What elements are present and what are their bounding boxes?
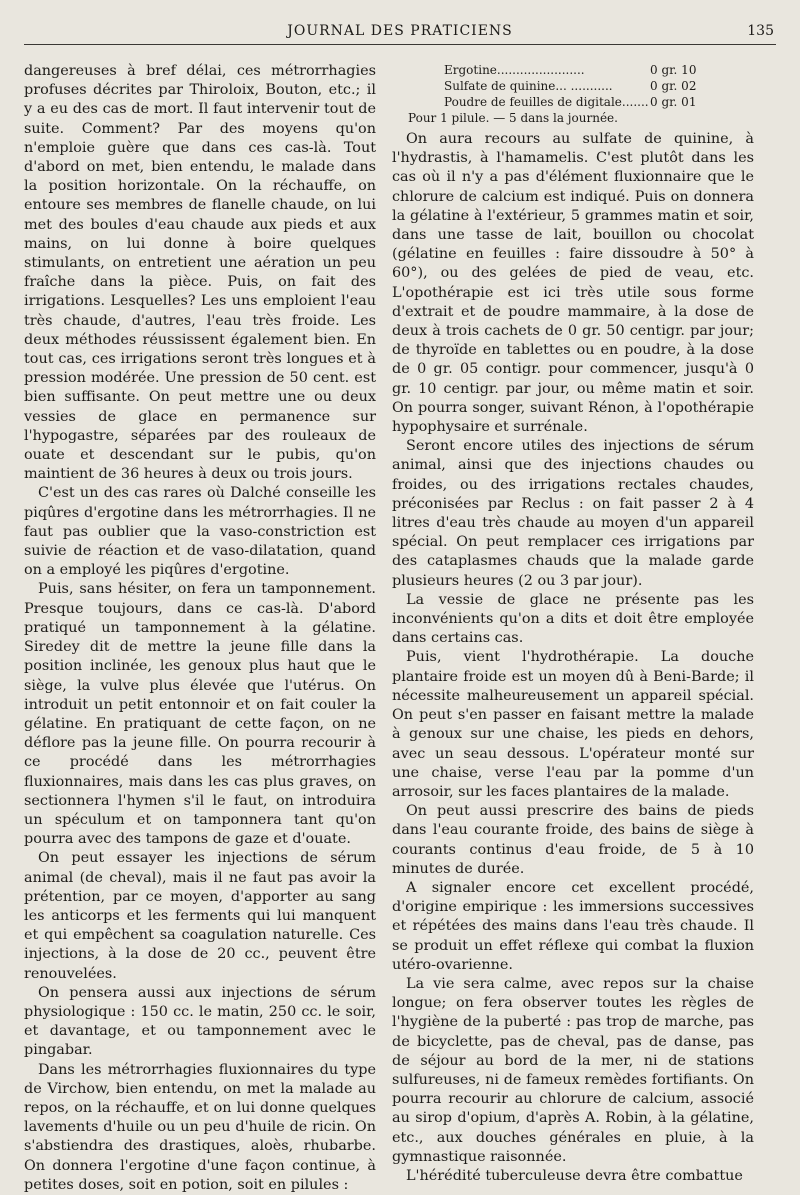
running-header xyxy=(24,22,776,45)
ingredient-name: Sulfate de quinine... ........... xyxy=(444,79,613,93)
formula-note: Pour 1 pilule. — 5 dans la journée. xyxy=(408,111,618,125)
paragraph: On pensera aussi aux injections de sérum physiologique : 150 cc. le matin, 250 cc. le soir, et davantage, et ou tamponnement avec le pingabar. xyxy=(24,984,376,1059)
journal-title: JOURNAL DES PRATICIENS xyxy=(287,23,513,39)
page-number: 135 xyxy=(747,23,774,39)
ingredient-quantity: 0 gr. 01 xyxy=(650,95,697,109)
formula-row xyxy=(392,62,754,78)
paragraph: On peut aussi prescrire des bains de pieds dans l'eau courante froide, des bains de siège à courants continus d'eau froide, de 5 à 10 minutes de durée. xyxy=(392,803,754,877)
paragraph: C'est un des cas rares où Dalché conseille les piqûres d'ergotine dans les métrorrhagies. Il ne faut pas oublier que la vaso-constriction est suivie de réaction et de vaso-dilatation, quand on a employé les piqûres d'ergotine. xyxy=(24,485,376,579)
ingredient-name: Poudre de feuilles de digitale....... xyxy=(444,95,649,109)
ingredient-quantity: 0 gr. 02 xyxy=(650,79,697,93)
right-column xyxy=(392,62,754,1186)
paragraph: Puis, sans hésiter, on fera un tamponnement. Presque toujours, dans ce cas-là. D'abord pratiqué un tamponnement à la gélatine. Siredey dit de mettre la jeune fille dans la position inclinée, les genoux plus haut que le siège, la vulve plus élevée que l'utérus. On introduit un petit entonnoir et on fait couler la gélatine. En pratiquant de cette façon, on ne déflore pas la jeune fille. On pourra recourir à ce procédé dans les métrorrhagies fluxionnaires, mais dans les cas plus graves, on sectionnera l'hymen s'il le faut, on introduira un spéculum et on tamponnera tant qu'on pourra avec des tampons de gaze et d'ouate. xyxy=(24,581,376,848)
paragraph: Puis, vient l'hydrothérapie. La douche plantaire froide est un moyen dû à Beni-Barde; il nécessite malheureusement un appareil spécial. On peut s'en passer en faisant mettre la malade à genoux sur une chaise, les pieds en dehors, avec un seau dessous. L'opérateur monté sur une chaise, verse l'eau par la pomme d'un arrosoir, sur les faces plantaires de la malade. xyxy=(392,649,754,800)
paragraph: On aura recours au sulfate de quinine, à l'hydrastis, à l'hamamelis. C'est plutôt dans les cas où il n'y a pas d'élément fluxionnaire que le chlorure de calcium est indiqué. Puis on donnera la gélatine à l'extérieur, 5 grammes matin et soir, dans une tasse de lait, bouillon ou chocolat (gélatine en feuilles : faire dissoudre à 50° à 60°), ou des gelées de pied de veau, etc. L'opothérapie est ici très utile sous forme d'extrait et de poudre mammaire, à la dose de deux à trois cachets de 0 gr. 50 centigr. par jour; de thyroïde en tablettes ou en poudre, à la dose de 0 gr. 05 contigr. pour commencer, jusqu'à 0 gr. 10 centigr. par jour, ou même matin et soir. On pourra songer, suivant Rénon, à l'opothérapie hypophysaire et surrénale. xyxy=(392,131,754,436)
paragraph: On peut essayer les injections de sérum animal (de cheval), mais il ne faut pas avoir la prétention, par ce moyen, d'apporter au sang les anticorps et les ferments qui lui manquent et qui empêchent sa coagulation naturelle. Ces injections, à la dose de 20 cc., peuvent être renouvelées. xyxy=(24,850,376,982)
prescription-formula xyxy=(392,62,754,126)
paragraph: La vie sera calme, avec repos sur la chaise longue; on fera observer toutes les règles de l'hygiène de la puberté : pas trop de marche, pas de bicyclette, pas de cheval, pas de danse, pas de séjour au bord de la mer, ni de stations sulfureuses, ni de fameux remèdes fortifiants. On pourra recourir au chlorure de calcium, associé au sirop d'opium, d'après A. Robin, à la gélatine, etc., aux douches générales en pluie, à la gymnastique raisonnée. xyxy=(392,975,754,1165)
ingredient-quantity: 0 gr. 10 xyxy=(650,63,697,77)
formula-row xyxy=(392,94,754,110)
paragraph: Seront encore utiles des injections de sérum animal, ainsi que des injections chaudes ou froides, ou des irrigations rectales chaudes, préconisées par Reclus : on fait passer 2 à 4 litres d'eau très chaude au moyen d'un appareil spécial. On peut remplacer ces irrigations par des cataplasmes chauds que la malade garde plusieurs heures (2 ou 3 par jour). xyxy=(392,438,754,589)
formula-row xyxy=(392,78,754,94)
paragraph: La vessie de glace ne présente pas les inconvénients qu'on a dits et doit être employée dans certains cas. xyxy=(392,591,754,647)
left-column xyxy=(24,62,376,1195)
paragraph: Dans les métrorrhagies fluxionnaires du type de Virchow, bien entendu, on met la malade au repos, on la réchauffe, et on lui donne quelques lavements d'huile ou un peu d'huile de ricin. On s'abstiendra des drastiques, aloès, rhubarbe. On donnera l'ergotine d'une façon continue, à petites doses, soit en potion, soit en pilules : xyxy=(24,1061,376,1193)
paragraph: A signaler encore cet excellent procédé, d'origine empirique : les immersions successives et répétées des mains dans l'eau très chaude. Il se produit un effet réflexe qui combat la fluxion utéro-ovarienne. xyxy=(392,879,754,973)
paragraph: dangereuses à bref délai, ces métrorrhagies profuses décrites par Thiroloix, Bouton, etc.; il y a eu des cas de mort. Il faut intervenir tout de suite. Comment? Par des moyens qu'on n'emploie guère que dans ces cas-là. Tout d'abord on met, bien entendu, le malade dans la position horizontale. On la réchauffe, on entoure ses membres de flanelle chaude, on lui met des boules d'eau chaude aux pieds et aux mains, on lui donne à boire quelques stimulants, on entretient une aération un peu fraîche dans la pièce. Puis, on fait des irrigations. Lesquelles? Les uns emploient l'eau très chaude, d'autres, l'eau très froide. Les deux méthodes réussissent également bien. En tout cas, ces irrigations seront très longues et à pression modérée. Une pression de 50 cent. est bien suffisante. On peut mettre une ou deux vessies de glace en permanence sur l'hypogastre, séparées par des rouleaux de ouate et descendant sur le pubis, qu'on maintient de 36 heures à deux ou trois jours. xyxy=(24,63,376,483)
ingredient-name: Ergotine....................... xyxy=(444,63,585,77)
paragraph: L'hérédité tuberculeuse devra être combattue xyxy=(406,1167,743,1184)
